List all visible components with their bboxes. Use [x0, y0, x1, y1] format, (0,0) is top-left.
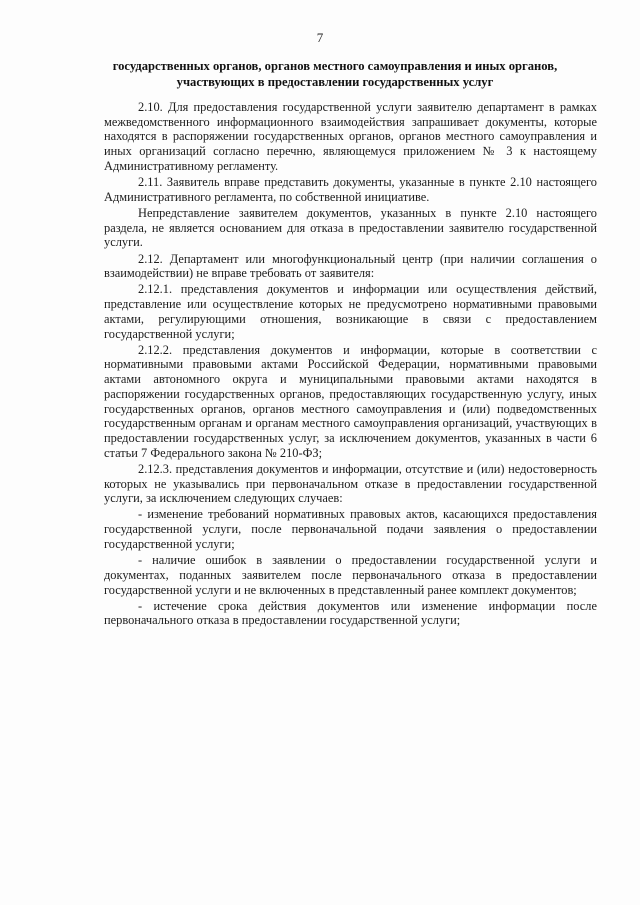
paragraph-non-submission: Непредставление заявителем документов, указанных в пункте 2.10 настоящего раздела, не является основанием для отказа в предоставлении заявителю государственной услуги.: [104, 205, 597, 250]
paragraph-2-12: 2.12. Департамент или многофункциональный центр (при наличии соглашения о взаимодействии) не вправе требовать от заявителя:: [104, 251, 597, 281]
paragraph-2-12-3: 2.12.3. представления документов и информации, отсутствие и (или) недостоверность которых не указывались при первоначальном отказе в предоставлении государственной услуги, за исключением следующих случаев:: [104, 461, 597, 506]
list-item-document-expiry: - истечение срока действия документов или изменение информации после первоначального отказа в предоставлении государственной услуги;: [104, 598, 597, 628]
paragraph-2-11: 2.11. Заявитель вправе представить документы, указанные в пункте 2.10 настоящего Административного регламента, по собственной инициативе.: [104, 175, 597, 204]
section-heading: государственных органов, органов местного самоуправления и иных органов, участвующих в предоставлении государственных услуг: [112, 59, 558, 89]
paragraph-2-12-1: 2.12.1. представления документов и информации или осуществления действий, представление или осуществление которых не предусмотрено нормативными правовыми актами, регулирующими отношения, возникающие в связи с предоставлением государственной услуги;: [104, 282, 597, 341]
paragraph-2-10: 2.10. Для предоставления государственной услуги заявителю департамент в рамках межведомственного информационного взаимодействия запрашивает документы, которые находятся в распоряжении государственных органов, органов местного самоуправления и иных организаций согласно перечню, являющемуся приложением № 3 к настоящему Административному регламенту.: [104, 100, 597, 173]
document-body: [104, 100, 597, 630]
page-number: 7: [316, 30, 324, 45]
paragraph-2-12-2: 2.12.2. представления документов и информации, которые в соответствии с нормативными правовыми актами Российской Федерации, нормативными правовыми актами автономного округа и муниципальными правовыми актами находятся в распоряжении государственных органов, предоставляющих государственную услугу, иных государственных органов, органов местного самоуправления и (или) подведомственных государственным органам и органам местного самоуправления организаций, участвующих в предоставлении государственных услуг, за исключением документов, указанных в части 6 статьи 7 Федерального закона № 210-ФЗ;: [104, 342, 597, 460]
list-item-errors-in-application: - наличие ошибок в заявлении о предоставлении государственной услуги и документах, поданных заявителем после первоначального отказа в предоставлении государственной услуги и не включенных в представленный ранее комплект документов;: [104, 553, 597, 597]
list-item-requirements-change: - изменение требований нормативных правовых актов, касающихся предоставления государственной услуги, после первоначальной подачи заявления о предоставлении государственной услуги;: [104, 507, 597, 551]
